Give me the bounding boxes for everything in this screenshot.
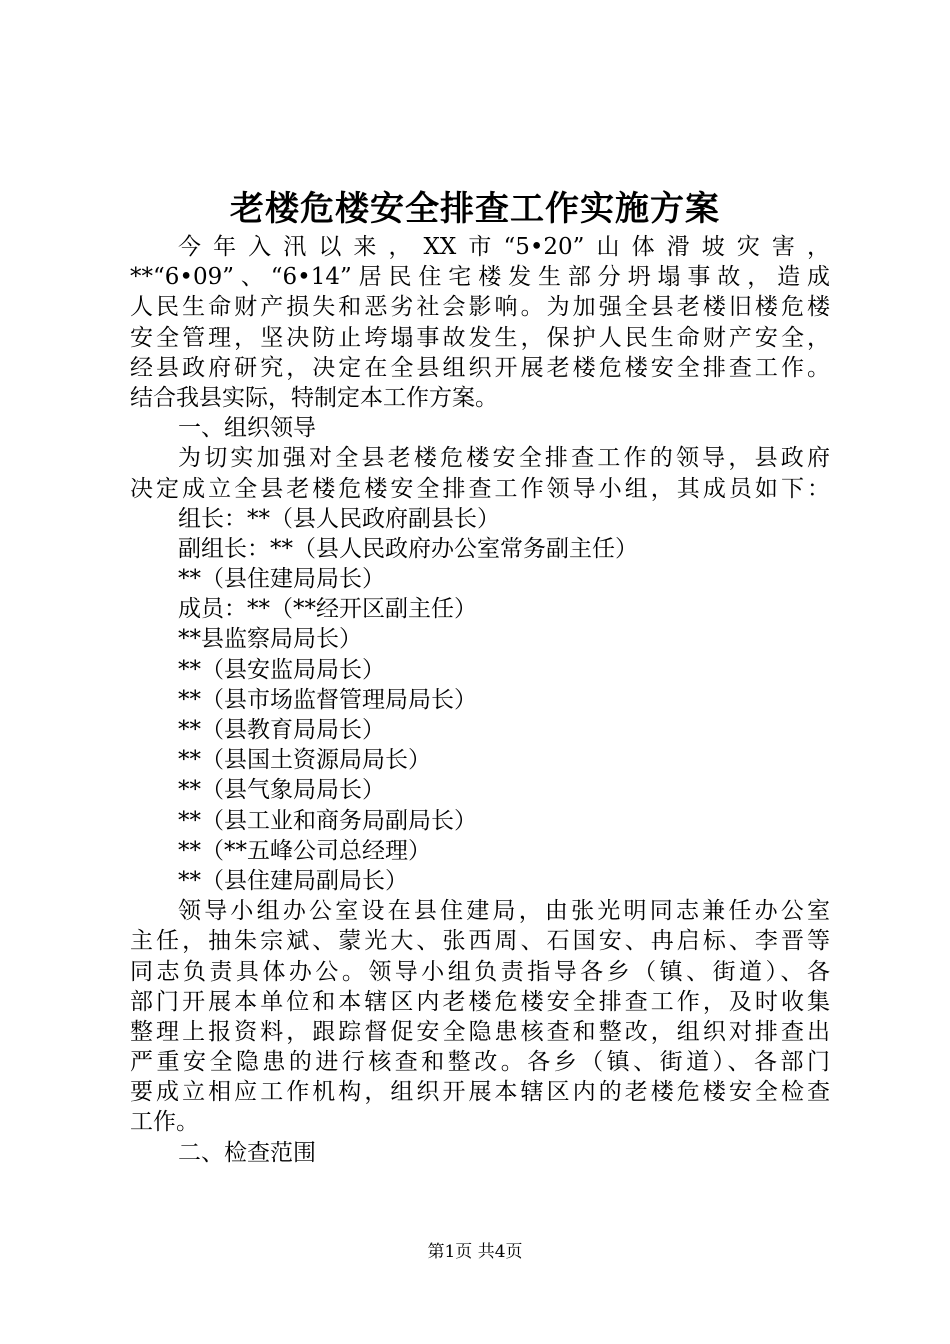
body-line: 主任，抽朱宗斌、蒙光大、张西周、石国安、冉启标、李晋等 <box>130 928 830 955</box>
body-line: 严重安全隐患的进行核查和整改。各乡（镇、街道）、各部门 <box>130 1049 830 1076</box>
body-line: 领导小组办公室设在县住建局，由张光明同志兼任办公室 <box>178 898 830 925</box>
body-line: 今年入汛以来，XX市“5•20”山体滑坡灾害， <box>178 234 830 260</box>
body-line: 经县政府研究，决定在全县组织开展老楼危楼安全排查工作。 <box>130 354 830 381</box>
body-line: 为切实加强对全县老楼危楼安全排查工作的领导，县政府 <box>178 445 830 472</box>
member-line: **（县住建局副局长） <box>178 867 408 894</box>
member-line: **（县国土资源局局长） <box>178 747 431 774</box>
member-line: 组长：**（县人民政府副县长） <box>178 505 500 532</box>
body-line: 工作。 <box>130 1109 199 1136</box>
page-footer: 第1页 共4页 <box>427 1242 523 1262</box>
section-heading: 一、组织领导 <box>178 415 316 442</box>
member-line: **（县市场监督管理局局长） <box>178 686 477 713</box>
member-line: **（县气象局局长） <box>178 777 385 804</box>
body-line: 部门开展本单位和本辖区内老楼危楼安全排查工作，及时收集 <box>130 988 830 1015</box>
section-heading: 二、检查范围 <box>178 1139 316 1166</box>
body-line: 决定成立全县老楼危楼安全排查工作领导小组，其成员如下： <box>130 475 830 502</box>
body-line: **“6•09”、“6•14”居民住宅楼发生部分坍塌事故，造成 <box>130 264 830 291</box>
body-line: 结合我县实际，特制定本工作方案。 <box>130 384 498 411</box>
member-line: **（县教育局局长） <box>178 717 385 743</box>
member-line: **（县住建局局长） <box>178 566 385 593</box>
member-line: **（县工业和商务局副局长） <box>178 807 477 834</box>
document-title: 老楼危楼安全排查工作实施方案 <box>230 189 720 229</box>
member-line: **（县安监局局长） <box>178 656 385 683</box>
body-line: 安全管理，坚决防止垮塌事故发生，保护人民生命财产安全， <box>130 324 830 351</box>
member-line: **县监察局局长） <box>178 626 362 653</box>
member-line: **（**五峰公司总经理） <box>178 837 431 864</box>
body-line: 整理上报资料，跟踪督促安全隐患核查和整改，组织对排查出 <box>130 1018 830 1045</box>
body-line: 人民生命财产损失和恶劣社会影响。为加强全县老楼旧楼危楼 <box>130 294 830 321</box>
member-line: 副组长：**（县人民政府办公室常务副主任） <box>178 535 638 562</box>
document-body <box>130 232 830 1168</box>
body-line: 同志负责具体办公。领导小组负责指导各乡（镇、街道）、各 <box>130 958 830 985</box>
body-line: 要成立相应工作机构，组织开展本辖区内的老楼危楼安全检查 <box>130 1079 830 1106</box>
member-line: 成员：**（**经开区副主任） <box>178 596 477 623</box>
